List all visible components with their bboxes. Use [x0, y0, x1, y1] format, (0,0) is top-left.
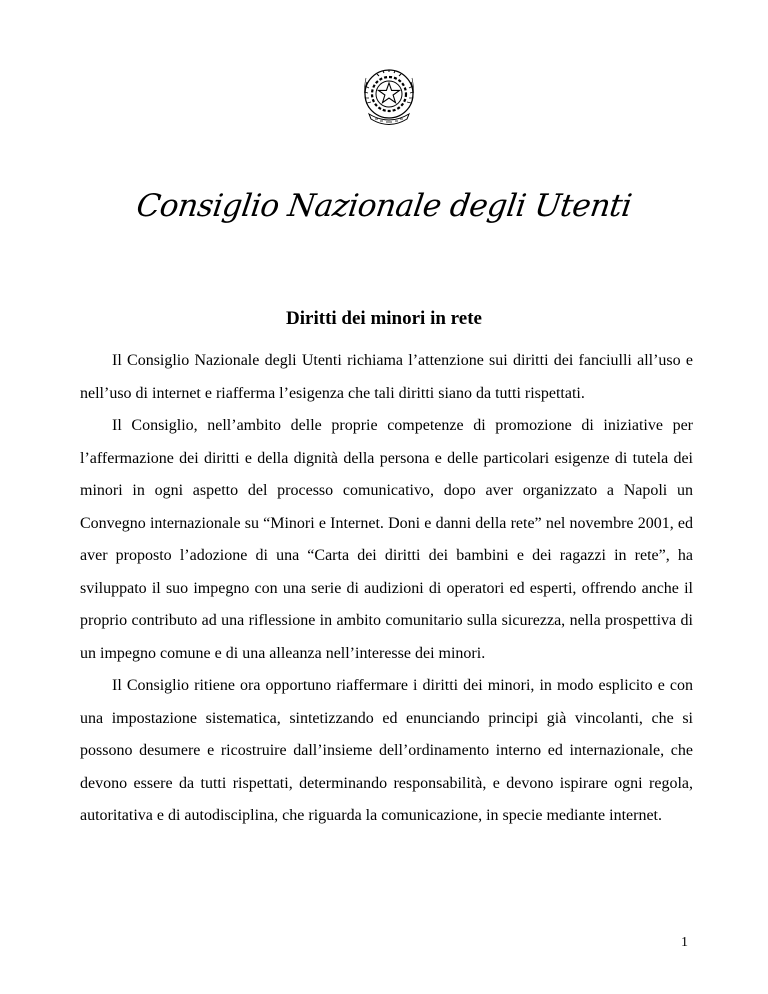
document-body [80, 345, 693, 833]
paragraph: Il Consiglio ritiene ora opportuno riaffermare i diritti dei minori, in modo esplicito e con una impostazione sistematica, sintetizzando ed enunciando principi già vincolanti, che si possono desumere e ricostruire dall’insieme dell’ordinamento interno ed internazionale, che devono essere da tutti rispettati, determinando responsabilità, e devono ispirare ogni regola, autoritativa e di autodisciplina, che riguarda la comunicazione, in specie mediante internet. [80, 677, 693, 824]
paragraph: Il Consiglio, nell’ambito delle proprie competenze di promozione di iniziative per l’affermazione dei diritti e della dignità della persona e delle particolari esigenze di tutela dei minori in ogni aspetto del processo comunicativo, dopo aver organizzato a Napoli un Convegno internazionale su “Minori e Internet. Doni e danni della rete” nel novembre 2001, ed aver proposto l’adozione di una “Carta dei diritti dei bambini e dei ragazzi in rete”, ha sviluppato il suo impegno con una serie di audizioni di operatori ed esperti, offrendo anche il proprio contributo ad una riflessione in ambito comunitario sulla sicurezza, nella prospettiva di un impegno comune e di una alleanza nell’interesse dei minori. [80, 417, 693, 662]
page-number: 1 [681, 935, 688, 950]
organization-name: Consiglio Nazionale degli Utenti [134, 188, 634, 224]
italian-republic-emblem-icon [355, 64, 423, 128]
document-title: Diritti dei minori in rete [286, 308, 482, 329]
paragraph: Il Consiglio Nazionale degli Utenti richiama l’attenzione sui diritti dei fanciulli all’uso e nell’uso di internet e riafferma l’esigenza che tali diritti siano da tutti rispettati. [80, 352, 693, 402]
